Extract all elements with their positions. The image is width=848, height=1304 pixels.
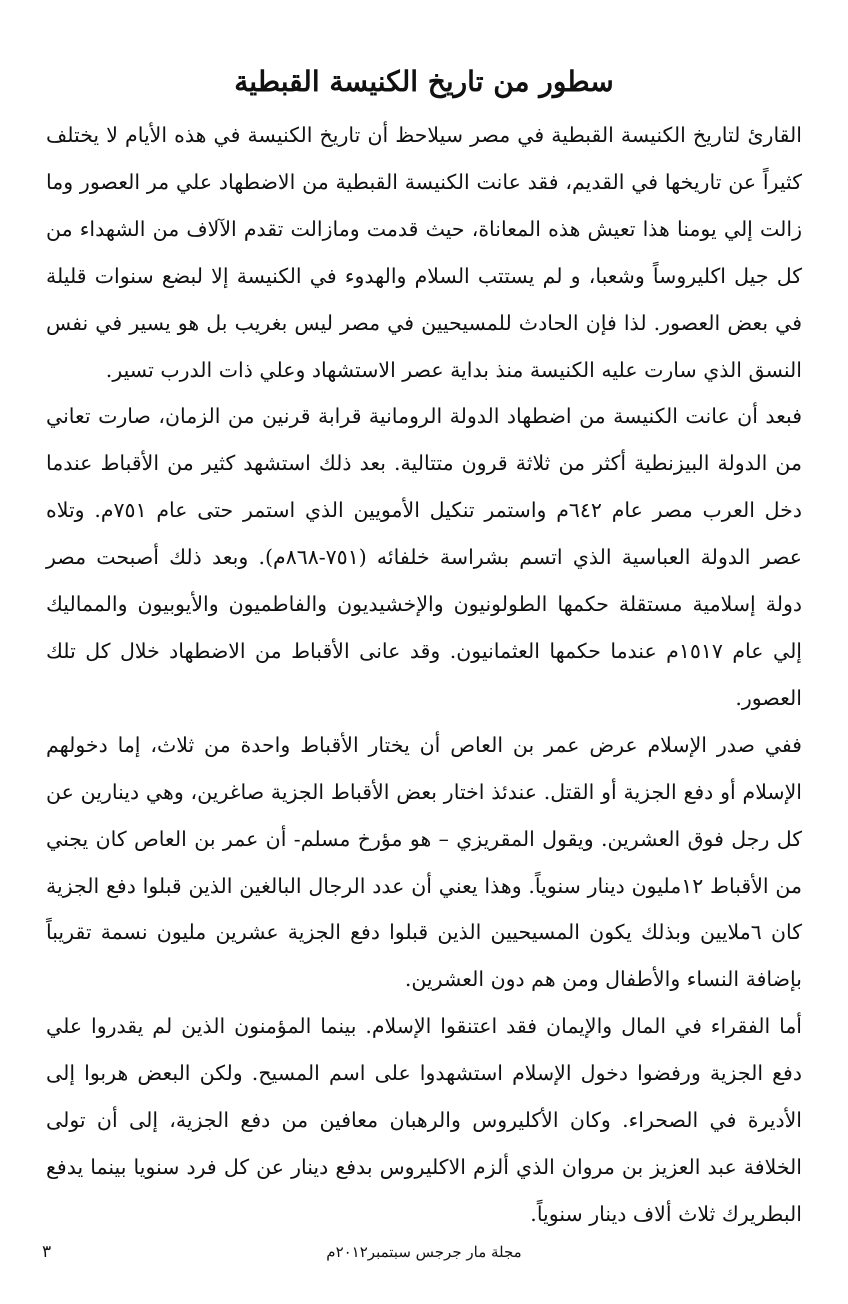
footer-publication: مجلة مار جرجس سبتمبر٢٠١٢م [326,1243,522,1261]
paragraph-3: ففي صدر الإسلام عرض عمر بن العاص أن يختار الأقباط واحدة من ثلاث، إما دخولهم الإسلام أو دفع الجزية أو القتل. عندئذ اختار بعض الأقباط الجزية صاغرين، وهي دينارين عن كل رجل فوق العشرين. ويقول المقريزي – هو مؤرخ مسلم- أن عمر بن العاص كان يجني من الأقباط ١٢مليون دينار سنوياً. وهذا يعني أن عدد الرجال البالغين الذين قبلوا دفع الجزية كان ٦ملايين وبذلك يكون المسيحيين الذين قبلوا دفع الجزية عشرين مليون نسمة تقريباً بإضافة النساء والأطفال ومن هم دون العشرين. [46,732,803,992]
page-number: ٣ [42,1242,52,1262]
paragraph-1: القارئ لتاريخ الكنيسة القبطية في مصر سيلاحظ أن تاريخ الكنيسة في هذه الأيام لا يختلف كثيراً عن تاريخها في القديم، فقد عانت الكنيسة القبطية من الاضطهاد علي مر العصور وما زالت إلي يومنا هذا تعيش هذه المعاناة، حيث قدمت ومازالت تقدم الآلاف من الشهداء من كل جيل اكليروساً وشعبا، و لم يستتب السلام والهدوء في الكنيسة إلا لبضع سنوات قليلة في بعض العصور. لذا فإن الحادث للمسيحيين في مصر ليس بغريب بل هو يسير في نفس النسق الذي سارت عليه الكنيسة منذ بداية عصر الاستشهاد وعلي ذات الدرب تسير. [46,123,802,382]
page-title: سطور من تاريخ الكنيسة القبطية [234,65,614,98]
paragraph-4: أما الفقراء في المال والإيمان فقد اعتنقوا الإسلام. بينما المؤمنون الذين لم يقدروا علي دفع الجزية ورفضوا دخول الإسلام استشهدوا على اسم المسيح. ولكن البعض هربوا إلى الأديرة في الصحراء. وكان الأكليروس والرهبان معافين من دفع الجزية، إلى أن تولى الخلافة عبد العزيز بن مروان الذي ألزم الاكليروس بدفع دينار عن كل فرد سنويا بينما يدفع البطريرك ثلاث ألاف دينار سنوياً. [46,1014,802,1226]
article-body [46,112,802,1238]
page-footer [0,1240,848,1270]
paragraph-2: فبعد أن عانت الكنيسة من اضطهاد الدولة الرومانية قرابة قرنين من الزمان، صارت تعاني من الدولة البيزنطية أكثر من ثلاثة قرون متتالية. بعد ذلك استشهد كثير من الأقباط عندما دخل العرب مصر عام ٦٤٢م واستمر تنكيل الأمويين الذي استمر حتى عام ٧٥١م. وتلاه عصر الدولة العباسية الذي اتسم بشراسة خلفائه (٧٥١-٨٦٨م). وبعد ذلك أصبحت مصر دولة إسلامية مستقلة حكمها الطولونيون والإخشيديون والفاطميون والأيوبيون والمماليك إلي عام ١٥١٧م عندما حكمها العثمانيون. وقد عانى الأقباط من الاضطهاد خلال كل تلك العصور. [46,404,803,710]
